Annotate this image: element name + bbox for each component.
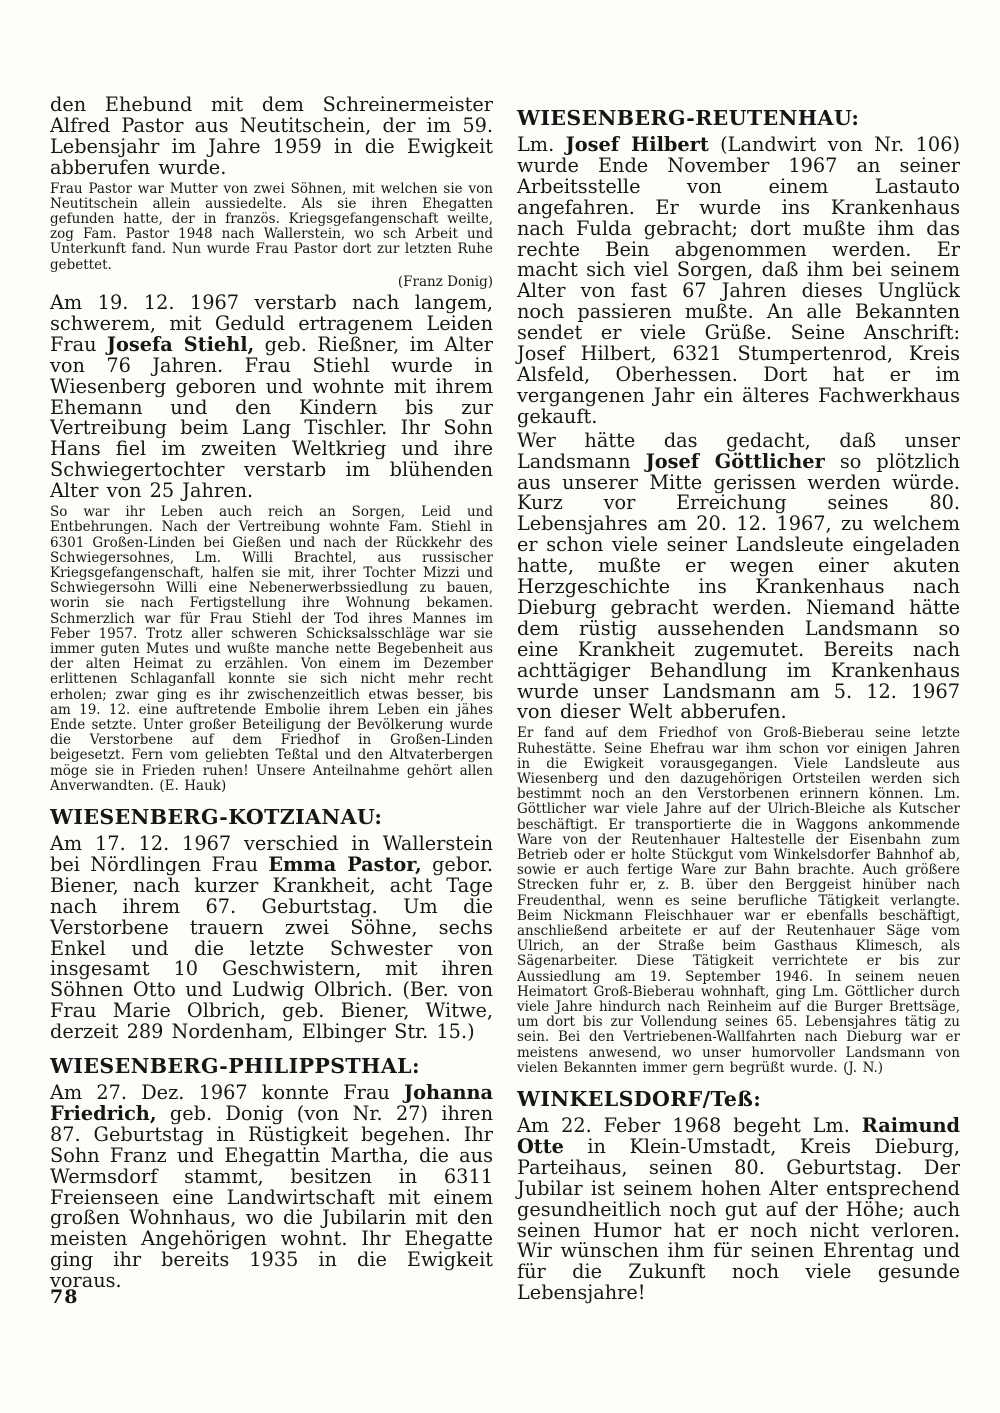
text-run: (Franz Donig) xyxy=(397,273,493,290)
paragraph xyxy=(517,135,960,428)
page-number: 78 xyxy=(50,1286,79,1308)
person-name-bold: Raimund Otte xyxy=(517,1114,960,1158)
paragraph xyxy=(50,293,493,502)
signature-line xyxy=(50,275,493,290)
person-name-bold: Emma Pastor, xyxy=(268,852,422,876)
paragraph-small xyxy=(50,505,493,794)
text-run: so plötzlich aus unserer Mitte gerissen werden würde. Kurz vor Erreichung seines 80. Lebensjahres am 20. 12. 1967, zu welchem er schon viele seiner Landsleute eingeladen hatte, mußte er wegen einer akuten Herzgeschichte ins Krankenhaus nach Dieburg gebracht werden. Niemand hätte dem rüstig aussehenden Landsmann so eine Krankheit zugemutet. Bereits nach achttägiger Behandlung im Krankenhaus wurde unser Landsmann am 5. 12. 1967 von dieser Welt abberufen. xyxy=(517,449,960,724)
paragraph xyxy=(50,95,493,179)
section-heading xyxy=(517,107,960,130)
paragraph xyxy=(517,1116,960,1304)
text-run: Lm. xyxy=(517,133,566,156)
text-run: WINKELSDORF/Teß: xyxy=(517,1087,762,1112)
text-run: WIESENBERG-REUTENHAU: xyxy=(517,106,860,130)
text-run: Am 27. Dez. 1967 konnte Frau xyxy=(50,1081,404,1105)
text-run: Am 19. 12. 1967 verstarb nach langem, schwerem, mit Geduld ertragenem Leiden Frau xyxy=(50,291,493,356)
text-run: WIESENBERG-KOTZIANAU: xyxy=(50,804,383,829)
column-right xyxy=(517,95,960,1307)
text-run: Am 17. 12. 1967 verschied in Wallerstein bei Nördlingen Frau xyxy=(50,831,493,876)
text-run: Am 22. Feber 1968 begeht Lm. xyxy=(517,1114,862,1138)
text-run: Wer hätte das gedacht, daß unser Landsmann xyxy=(517,428,960,473)
paragraph xyxy=(517,428,960,724)
section-heading xyxy=(50,806,493,829)
text-run: gebor. Biener, nach kurzer Krankheit, acht Tage nach ihrem 67. Geburtstag. Um die Verstorbene trauern zwei Söhne, sechs Enkel und die letzte Schwester von insgesamt 10 Geschwistern, mit ihren Söhnen Otto und Ludwig Olbrich. (Ber. von Frau Marie Olbrich, geb. Biener, Witwe, derzeit 289 Nordenham, Elbinger Str. 15.) xyxy=(50,852,494,1044)
section-heading xyxy=(50,1055,493,1078)
paragraph xyxy=(50,1083,493,1292)
text-run: in Klein-Umstadt, Kreis Dieburg, Parteihaus, seinen 80. Geburtstag. Der Jubilar ist seinem hohen Alter entsprechend gesundheitlich noch gut auf der Höhe; auch seinen Humor hat er noch nicht verloren. Wir wünschen ihm für seinen Ehrentag und für die Zukunft noch viele gesunde Lebensjahre! xyxy=(517,1134,960,1305)
person-name-bold: Josefa Stiehl, xyxy=(106,332,255,356)
text-run: geb. Donig (von Nr. 27) ihren 87. Geburtstag in Rüstigkeit begehen. Ihr Sohn Franz und Ehegattin Martha, die aus Wermsdorf stammt, besitzen in 6311 Freienseen eine Landwirtschaft mit einem großen Wohnhaus, wo die Jubilarin mit den meisten Angehörigen wohnt. Ihr Ehegatte ging ihr bereits 1935 in die Ewigkeit voraus. xyxy=(50,1101,493,1293)
text-run: So war ihr Leben auch reich an Sorgen, Leid und Entbehrungen. Nach der Vertreibung wohnte Fam. Stiehl in 6301 Großen-Linden bei Gießen und nach der Rückkehr des Schwiegersohnes, Lm. Willi Brachtel, aus russischer Kriegsgefangenschaft, halfen sie mit, ihrer Tochter Mizzi und Schwiegersohn Willi eine Nebenerwerbssiedlung zu bauen, worin sie nach Fertigstellung ihre Wohnung bekamen. Schmerzlich war für Frau Stiehl der Tod ihres Mannes im Feber 1957. Trotz aller schweren Schicksalsschläge war sie immer guten Mutes und wußte manche nette Begebenheit aus der alten Heimat zu erzählen. Von einem im Dezember erlittenen Schlaganfall konnte sie sich nicht mehr recht erholen; zwar ging es ihr zwischenzeitlich etwas besser, bis am 19. 12. eine auftretende Embolie ihrem Leben ein jähes Ende setzte. Unter großer Beteiligung der Bevölkerung wurde die Verstorbene auf dem Friedhof in Großen-Linden beigesetzt. Fern vom geliebten Teßtal und den Altvaterbergen möge sie in Frieden ruhen! Unsere Anteilnahme gehört allen Anverwandten. (E. Hauk) xyxy=(50,504,493,794)
person-name-bold: Josef Hilbert xyxy=(565,133,709,156)
section-heading xyxy=(517,1088,960,1111)
paragraph-small xyxy=(517,726,960,1076)
text-run: (Landwirt von Nr. 106) wurde Ende November 1967 an seiner Arbeitsstelle von einem Lastauto angefahren. Er wurde ins Krankenhaus nach Fulda gebracht; dort mußte ihm das rechte Bein abgenommen werden. Er macht sich viel Sorgen, daß ihm bei seinem Alter von fast 67 Jahren dieses Unglück noch passieren mußte. An alle Bekannten sendet er viele Grüße. Seine Anschrift: Josef Hilbert, 6321 Stumpertenrod, Kreis Alsfeld, Oberhessen. Dort hat er im vergangenen Jahr ein älteres Fachwerkhaus gekauft. xyxy=(517,133,960,428)
paragraph xyxy=(50,831,494,1044)
paragraph-small xyxy=(50,182,493,273)
person-name-bold: Josef Göttlicher xyxy=(645,449,825,473)
text-run: Er fand auf dem Friedhof von Groß-Bieberau seine letzte Ruhestätte. Seine Ehefrau war ihm schon vor einigen Jahren in die Ewigkeit vorausgegangen. Viele Landsleute aus Wiesenberg und den dazugehörigen Ortsteilen werden sich bestimmt noch an den Verstorbenen erinnern können. Lm. Göttlicher war viele Jahre auf der Ulrich-Bleiche als Kutscher beschäftigt. Er transportierte die in Waggons ankommende Ware von der Reutenhauer Haltestelle der Eisenbahn zum Betrieb oder er holte Stückgut vom Winkelsdorfer Bahnhof ab, sowie er auch fertige Ware zur Bahn brachte. Auch größere Strecken fuhr er, z. B. über den Berggeist hinüber nach Freudenthal, wenn es seine berufliche Tätigkeit verlangte. Beim Nickmann Fleischhauer war er ebenfalls beschäftigt, anschließend arbeitete er auf der Reutenhauer Säge vom Ulrich, an der Straße beim Gasthaus Klimesch, als Sägenarbeiter. Diese Tätigkeit verrichtete er bis zur Aussiedlung am 19. September 1946. In seinem neuen Heimatort Groß-Bieberau wohnhaft, ging Lm. Göttlicher durch viele Jahre hindurch nach Reinheim auf die Burger Brettsäge, um dort bis zur Vollendung seines 65. Lebensjahres tätig zu sein. Bei den Vertriebenen-Wallfahrten nach Dieburg war er meistens anwesend, wo unser humorvoller Landsmann von vielen Bekannten immer gern begrüßt wurde. (J. N.) xyxy=(517,725,960,1076)
person-name-bold: Johanna Friedrich, xyxy=(50,1081,493,1125)
text-run: den Ehebund mit dem Schreinermeister Alfred Pastor aus Neutitschein, der im 59. Lebensjahr im Jahre 1959 in die Ewigkeit abberufen wurde. xyxy=(50,93,493,179)
text-run: Frau Pastor war Mutter von zwei Söhnen, mit welchen sie von Neutitschein allein aussiedelte. Als sie ihren Ehegatten gefunden hatte, der in französ. Kriegsgefangenschaft weilte, zog Fam. Pastor 1948 nach Wallerstein, wo sch Arbeit und Unterkunft fand. Nun wurde Frau Pastor dort zur letzten Ruhe gebettet. xyxy=(50,180,493,273)
text-run: WIESENBERG-PHILIPPSTHAL: xyxy=(50,1054,420,1079)
text-run: geb. Rießner, im Alter von 76 Jahren. Frau Stiehl wurde in Wiesenberg geboren und wohnte mit ihrem Ehemann und den Kindern bis zur Vertreibung beim Lang Tischler. Ihr Sohn Hans fiel im zweiten Weltkrieg und ihre Schwiegertochter verstarb im blühenden Alter von 25 Jahren. xyxy=(50,332,494,503)
column-left xyxy=(50,95,493,1295)
